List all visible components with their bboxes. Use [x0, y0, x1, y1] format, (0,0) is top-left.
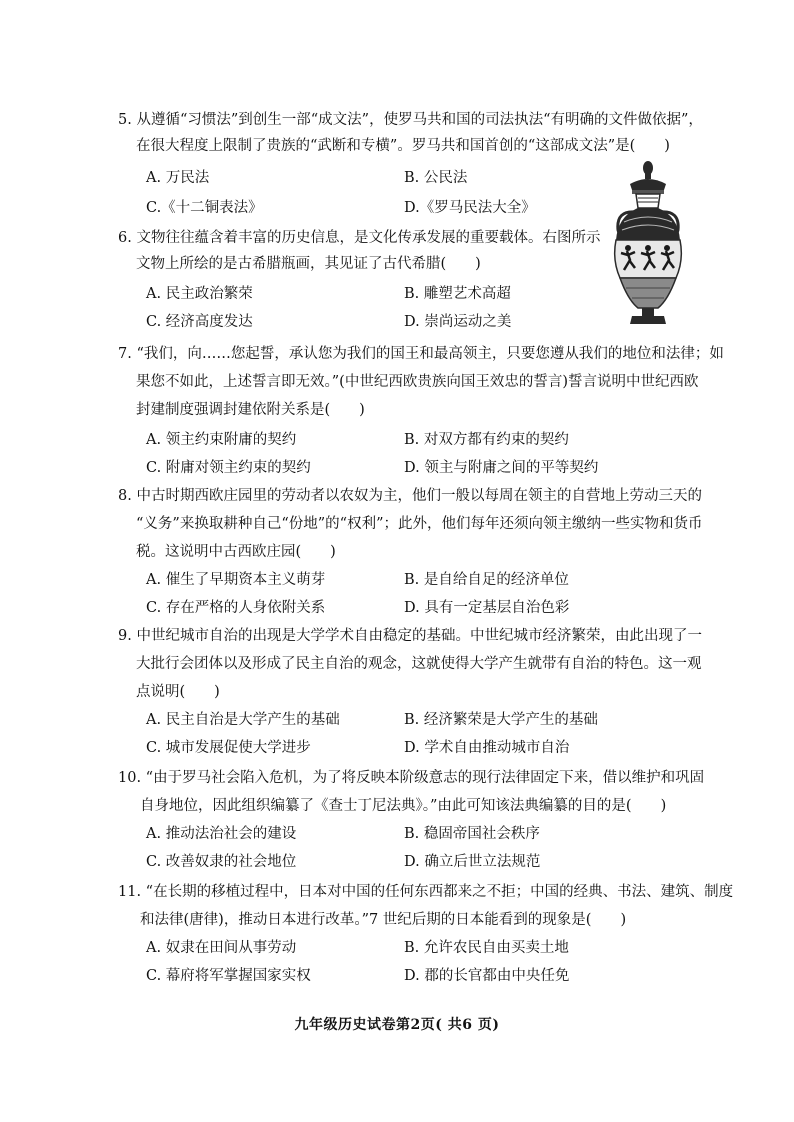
option-c: C. 附庸对领主约束的契约 [146, 460, 311, 476]
question-line: 10. “由于罗马社会陷入危机，为了将反映本阶级意志的现行法律固定下来，借以维护和巩固 [118, 770, 705, 786]
option-b: B. 公民法 [404, 170, 468, 186]
question-line: 自身地位，因此组织编纂了《查士丁尼法典》。”由此可知该法典编纂的目的是( ) [140, 798, 667, 814]
option-d: D. 郡的长官都由中央任免 [404, 968, 570, 984]
option-c: C. 幕府将军掌握国家实权 [146, 968, 311, 984]
greek-vase-image [606, 160, 690, 330]
page-footer: 九年级历史试卷第2页( 共6 页) [294, 1017, 500, 1033]
question-line: 和法律(唐律)，推动日本进行改革。”7 世纪后期的日本能看到的现象是( ) [140, 912, 627, 928]
question-line: 在很大程度上限制了贵族的“武断和专横”。罗马共和国首创的“这部成文法”是( ) [136, 138, 670, 154]
option-d: D. 崇尚运动之美 [404, 314, 512, 330]
option-b: B. 雕塑艺术高超 [404, 286, 511, 302]
question-line: 果您不如此，上述誓言即无效。”(中世纪西欧贵族向国王效忠的誓言)誓言说明中世纪西欧 [136, 374, 699, 390]
option-d: D. 学术自由推动城市自治 [404, 740, 570, 756]
option-d: D.《罗马民法大全》 [404, 200, 536, 216]
question-line: “义务”来换取耕种自己“份地”的“权利”；此外，他们每年还须向领主缴纳一些实物和货币 [136, 516, 703, 532]
question-line: 8. 中古时期西欧庄园里的劳动者以农奴为主，他们一般以每周在领主的自营地上劳动三天的 [118, 488, 702, 504]
question-line: 9. 中世纪城市自治的出现是大学学术自由稳定的基础。中世纪城市经济繁荣，由此出现了一 [118, 628, 702, 644]
question-line: 11. “在长期的移植过程中，日本对中国的任何东西都来之不拒；中国的经典、书法、建筑、制度 [118, 884, 734, 900]
option-c: C.《十二铜表法》 [146, 200, 263, 216]
question-line: 文物上所绘的是古希腊瓶画，其见证了古代希腊( ) [136, 256, 481, 272]
question-line: 6. 文物往往蕴含着丰富的历史信息，是文化传承发展的重要载体。右图所示 [118, 230, 601, 246]
option-c: C. 城市发展促使大学进步 [146, 740, 311, 756]
option-b: B. 是自给自足的经济单位 [404, 572, 569, 588]
question-line: 封建制度强调封建依附关系是( ) [136, 402, 365, 418]
option-d: D. 确立后世立法规范 [404, 854, 541, 870]
option-a: A. 催生了早期资本主义萌芽 [146, 572, 326, 588]
option-c: C. 经济高度发达 [146, 314, 253, 330]
option-a: A. 领主约束附庸的契约 [146, 432, 297, 448]
question-line: 5. 从遵循“习惯法”到创生一部“成文法”，使罗马共和国的司法执法“有明确的文件做依据”， [118, 112, 703, 128]
option-b: B. 对双方都有约束的契约 [404, 432, 569, 448]
option-b: B. 经济繁荣是大学产生的基础 [404, 712, 598, 728]
option-a: A. 推动法治社会的建设 [146, 826, 297, 842]
option-a: A. 万民法 [146, 170, 210, 186]
question-line: 税。这说明中古西欧庄园( ) [136, 544, 336, 560]
question-line: 7. “我们，向……您起誓，承认您为我们的国王和最高领主，只要您遵从我们的地位和法律；如 [118, 346, 724, 362]
option-c: C. 存在严格的人身依附关系 [146, 600, 326, 616]
option-c: C. 改善奴隶的社会地位 [146, 854, 297, 870]
option-b: B. 稳固帝国社会秩序 [404, 826, 540, 842]
option-d: D. 具有一定基层自治色彩 [404, 600, 570, 616]
option-d: D. 领主与附庸之间的平等契约 [404, 460, 599, 476]
option-b: B. 允许农民自由买卖土地 [404, 940, 569, 956]
question-line: 点说明( ) [136, 684, 220, 700]
option-a: A. 民主政治繁荣 [146, 286, 253, 302]
option-a: A. 奴隶在田间从事劳动 [146, 940, 297, 956]
option-a: A. 民主自治是大学产生的基础 [146, 712, 340, 728]
question-line: 大批行会团体以及形成了民主自治的观念，这就使得大学产生就带有自治的特色。这一观 [136, 656, 702, 672]
